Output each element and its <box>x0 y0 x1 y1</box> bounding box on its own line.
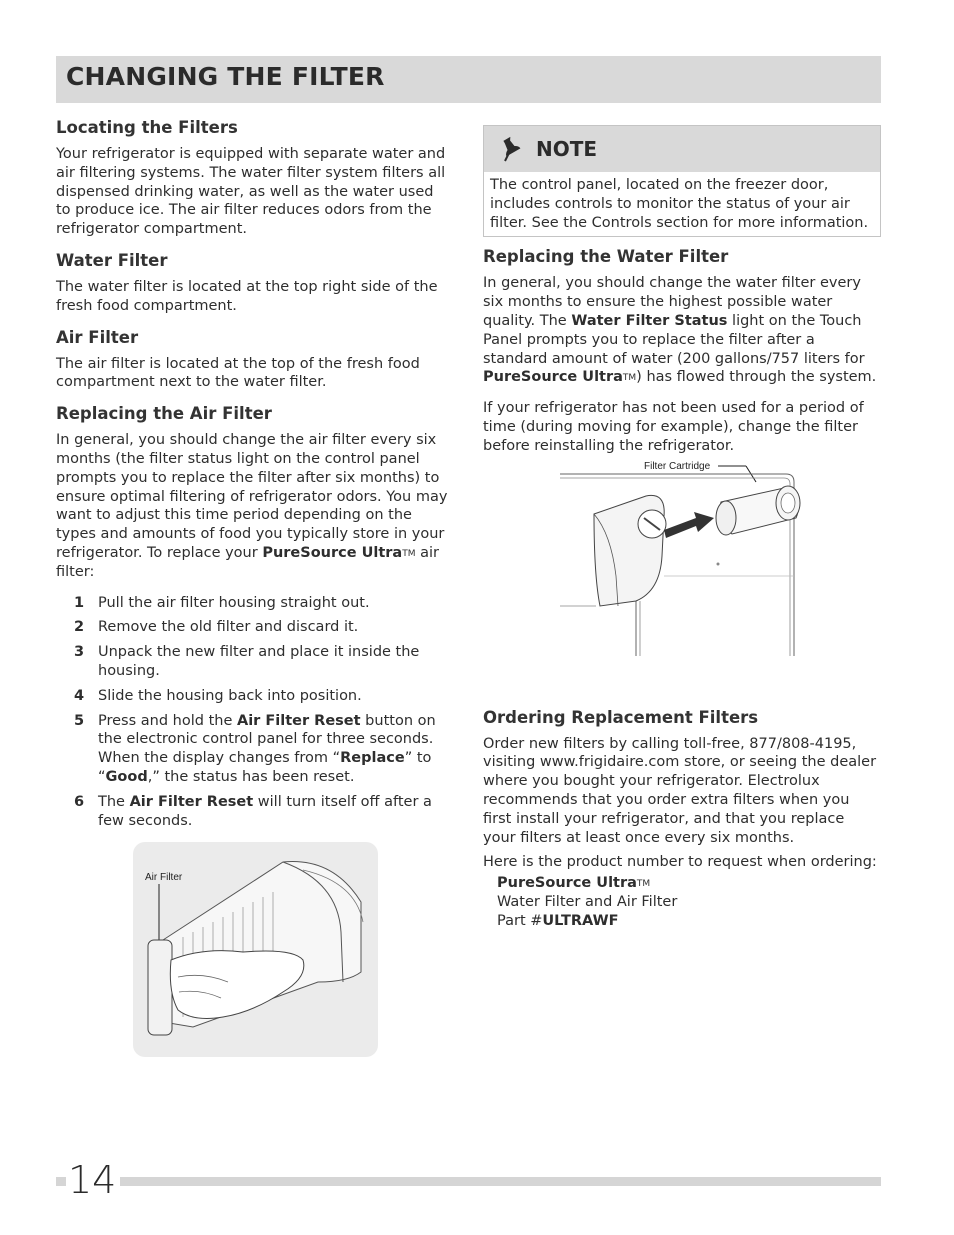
trademark: TM <box>636 879 651 890</box>
ordering-request-line: Here is the product number to request when ordering: <box>483 854 877 871</box>
air-filter-steps <box>56 594 451 831</box>
step-item <box>56 594 451 613</box>
water-filter-section <box>56 251 451 316</box>
ordering-section <box>483 708 881 931</box>
step-text: The <box>98 793 130 810</box>
step-text: Remove the old filter and discard it. <box>98 619 359 636</box>
step-text: button on the electronic control panel for three seconds. When the display changes from “ <box>98 712 436 767</box>
step-text: will turn itself off after a few seconds. <box>98 793 432 829</box>
section-header-bar <box>56 56 881 103</box>
brand-name: PureSource Ultra <box>262 544 403 561</box>
note-box <box>483 125 881 237</box>
body-text: air filter: <box>56 544 439 580</box>
product-info <box>483 874 881 930</box>
part-prefix: Part # <box>497 912 543 929</box>
step-number: 4 <box>74 687 85 704</box>
air-filter-section <box>56 328 451 393</box>
ordering-body: Order new filters by calling toll-free, 877/808-4195, visiting www.frigidaire.com store, or seeing the dealer where you bought your refrigerator. Electrolux recommends that you order extra filters when you first install your refrigerator, and that you replace your filters at least once every six months. <box>483 735 877 846</box>
air-filter-drawing <box>133 842 378 1057</box>
left-column <box>56 118 451 836</box>
air-filter-body: The air filter is located at the top of the fresh food compartment next to the water filter. <box>56 355 420 391</box>
step-text: Slide the housing back into position. <box>98 687 362 704</box>
step-text: ” to “ <box>98 750 432 785</box>
step-text-bold: Replace <box>340 750 405 767</box>
step-item <box>56 712 451 787</box>
step-text: Pull the air filter housing straight out. <box>98 594 370 611</box>
replacing-air-filter-body <box>56 431 451 581</box>
replacing-air-filter-heading: Replacing the Air Filter <box>56 404 272 424</box>
step-text-bold: Air Filter Reset <box>236 712 361 729</box>
air-filter-callout-label: Air Filter <box>145 872 183 883</box>
step-number: 6 <box>74 793 85 810</box>
body-text: ) has flowed through the system. <box>636 369 877 386</box>
step-text: ,” the status has been reset. <box>147 768 355 785</box>
water-filter-illustration <box>556 456 806 661</box>
note-body: The control panel, located on the freezer door, includes controls to monitor the status of your air filter. See the Controls section for more information. <box>490 177 869 231</box>
water-filter-heading: Water Filter <box>56 250 168 270</box>
page-number: 14 <box>66 1158 120 1202</box>
step-number: 2 <box>74 619 85 636</box>
note-title: NOTE <box>536 137 598 161</box>
step-text: Press and hold the <box>98 712 237 729</box>
step-text-bold: Good <box>105 768 148 785</box>
part-number-line <box>497 912 881 931</box>
page-title: CHANGING THE FILTER <box>66 62 385 91</box>
filter-cartridge-callout-label: Filter Cartridge <box>644 461 711 472</box>
replacing-water-filter-section <box>483 247 881 455</box>
air-filter-illustration <box>133 842 378 1057</box>
replacing-water-filter-body-2: If your refrigerator has not been used for a period of time (during moving for example), change the filter before reinstalling the refrigerator. <box>483 400 864 454</box>
footer-bar <box>56 1177 881 1186</box>
step-item <box>56 618 451 637</box>
locating-filters-heading: Locating the Filters <box>56 118 238 137</box>
locating-filters-body: Your refrigerator is equipped with separate water and air filtering systems. The water filter system filters all dispensed drinking water, as well as the water used to produce ice. The air filter reduces odors from the refrigerator compartment. <box>56 146 446 238</box>
replacing-water-filter-body-1 <box>483 274 881 387</box>
body-text-bold: Water Filter Status <box>571 312 728 329</box>
trademark: TM <box>622 373 637 384</box>
water-filter-body: The water filter is located at the top right side of the fresh food compartment. <box>56 278 438 314</box>
part-number: ULTRAWF <box>542 912 619 929</box>
pushpin-icon <box>500 136 522 166</box>
locating-filters-section <box>56 118 451 239</box>
ordering-heading: Ordering Replacement Filters <box>483 707 759 727</box>
step-item <box>56 643 451 681</box>
product-brand-line <box>497 874 881 893</box>
body-text: In general, you should change the air filter every six months (the filter status light on the control panel prompts you to replace the filter after six months) to ensure optimal filtering of refrigerator odors. You may want to adjust this time period depending on the types and amounts of food you typically store in your refrigerator. To replace your <box>56 432 448 561</box>
replacing-air-filter-section <box>56 404 451 830</box>
step-item <box>56 793 451 831</box>
step-number: 5 <box>74 712 85 729</box>
note-header <box>484 126 880 172</box>
step-item <box>56 687 451 706</box>
body-text: light on the Touch Panel prompts you to replace the filter after a standard amount of water (200 gallons/757 liters for <box>483 312 865 367</box>
step-number: 1 <box>74 594 85 611</box>
brand-name: PureSource Ultra <box>483 369 623 386</box>
brand-name: PureSource Ultra <box>497 875 637 892</box>
body-text: In general, you should change the water filter every six months to ensure the highest possible water quality. The <box>483 275 861 329</box>
step-number: 3 <box>74 644 85 661</box>
replacing-water-filter-heading: Replacing the Water Filter <box>483 247 729 267</box>
step-text-bold: Air Filter Reset <box>129 793 254 810</box>
water-filter-drawing <box>556 456 806 661</box>
trademark: TM <box>402 548 416 559</box>
air-filter-heading: Air Filter <box>56 327 139 347</box>
step-text: Unpack the new filter and place it inside the housing. <box>98 644 420 679</box>
product-description: Water Filter and Air Filter <box>497 893 678 910</box>
